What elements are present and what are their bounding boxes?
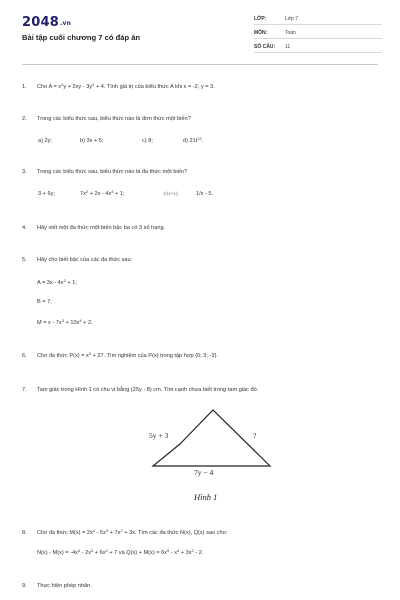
polynomial-text: M = x - 7x [37, 320, 62, 326]
question-text: Trong các biểu thức sau, biểu thức nào là đa thức một biến? [37, 169, 188, 175]
meta-subject-value: Toán [285, 30, 296, 36]
question-text: Thực hiện phép nhân. [37, 583, 92, 589]
q2-option-a: a) 2y; [38, 138, 52, 144]
logo-suffix: .vn [59, 20, 72, 27]
polynomial-text: A = 3x - 4x [37, 280, 64, 286]
meta-count-value: 11 [285, 44, 291, 50]
polynomial-text: + 10x [63, 320, 80, 326]
question-text: Cho đa thức P(x) = x [37, 353, 89, 359]
condition-text: - x [169, 550, 177, 556]
exponent: 2 [191, 548, 194, 553]
question-number: 5. [22, 257, 27, 263]
meta-class-label: LỚP: [254, 16, 267, 22]
q3-option-4: 1/x - 5. [196, 191, 214, 197]
question-8 [22, 529, 227, 537]
question-number: 6. [22, 353, 27, 359]
polynomial-text: + 1; [65, 280, 77, 286]
exponent: 4 [79, 318, 82, 323]
question-text: + 4. Tính giá trị của biểu thức A khi x = -2, y = 3. [94, 84, 215, 90]
exponent: 4 [77, 548, 81, 553]
exponent: 2 [61, 82, 64, 87]
exponent: 2 [63, 278, 66, 283]
exponent: 2 [105, 548, 108, 553]
triangle-side-left-label: 5y + 3 [149, 431, 169, 440]
exponent: 3 [91, 548, 94, 553]
question-text: + 7x [108, 530, 121, 536]
exponent: 3 [88, 351, 92, 356]
question-9 [22, 582, 92, 590]
exponent: 4 [111, 189, 114, 194]
condition-text: N(x) - M(x) = -4x [37, 550, 78, 556]
question-text: Hãy cho biết bậc của các đa thức sau: [37, 257, 133, 263]
triangle-side-right-label: ? [253, 431, 257, 440]
option-text: 7x [80, 191, 86, 197]
q8-conditions [37, 549, 203, 557]
page-title: Bài tập cuối chương 7 có đáp án [22, 33, 141, 42]
exponent: 2 [120, 528, 123, 533]
question-text: + 27. Tìm nghiệm của P(x) trong tập hợp {0; 3; -3}. [91, 353, 218, 359]
exponent: 12 [197, 136, 202, 141]
triangle-side-bottom-label: 7y − 4 [194, 468, 214, 477]
exponent: 3 [61, 318, 64, 323]
condition-text: - 2. [193, 550, 204, 556]
exponent: 4 [177, 548, 180, 553]
question-number: 4. [22, 225, 27, 231]
condition-text: - 2x [80, 550, 91, 556]
logo-text: 2048 [22, 15, 59, 30]
question-number: 9. [22, 583, 27, 589]
exponent: 5 [166, 548, 170, 553]
q2-option-c: c) 8; [142, 138, 153, 144]
question-number: 8. [22, 530, 27, 536]
q2-option-b: b) 3x + 5; [80, 138, 104, 144]
question-text: Tam giác trong Hình 1 có chu vi bằng (25y - 8) cm. Tìm cạnh chưa biết trong tam giác đó. [37, 387, 259, 393]
option-text: + 2x - 4x [88, 191, 112, 197]
condition-text: + 3x [179, 550, 192, 556]
option-text: d) 21t [183, 138, 198, 144]
question-number: 2. [22, 116, 27, 122]
question-text: Cho A = x [37, 84, 62, 90]
meta-subject-label: MÔN: [254, 30, 268, 36]
question-text: Hãy viết một đa thức một biến bậc ba có 3 số hạng. [37, 225, 166, 231]
q3-option-3: 1/(x+1); [163, 191, 179, 196]
question-number: 1. [22, 84, 27, 90]
question-number: 7. [22, 387, 27, 393]
exponent: 4 [92, 528, 96, 533]
q3-option-1: 3 + 6y; [38, 191, 55, 197]
question-text: + 3x. Tìm các đa thức N(x), Q(x) sao cho: [122, 530, 228, 536]
exponent: 2 [85, 189, 89, 194]
condition-text: + 7 và Q(x) + M(x) = 6x [107, 550, 167, 556]
option-text: . [201, 138, 204, 144]
meta-count-label: SỐ CÂU: [254, 44, 276, 50]
question-number: 3. [22, 169, 27, 175]
figure-caption: Hình 1 [194, 492, 218, 502]
meta-class-value: Lớp 7 [285, 16, 299, 22]
question-text: Trong các biểu thức sau, biểu thức nào là đơn thức một biến? [37, 116, 191, 122]
question-text: y + 2xy - 3y [63, 84, 93, 90]
q5-polynomial-b: B = 7; [37, 299, 52, 305]
question-text: - 5x [95, 530, 106, 536]
option-text: + 1; [113, 191, 125, 197]
exponent: 2 [92, 82, 95, 87]
exponent: 3 [105, 528, 109, 533]
condition-text: + 6x [93, 550, 106, 556]
polynomial-text: + 2. [81, 320, 93, 326]
question-text: Cho đa thức M(x) = 2x [37, 530, 93, 536]
